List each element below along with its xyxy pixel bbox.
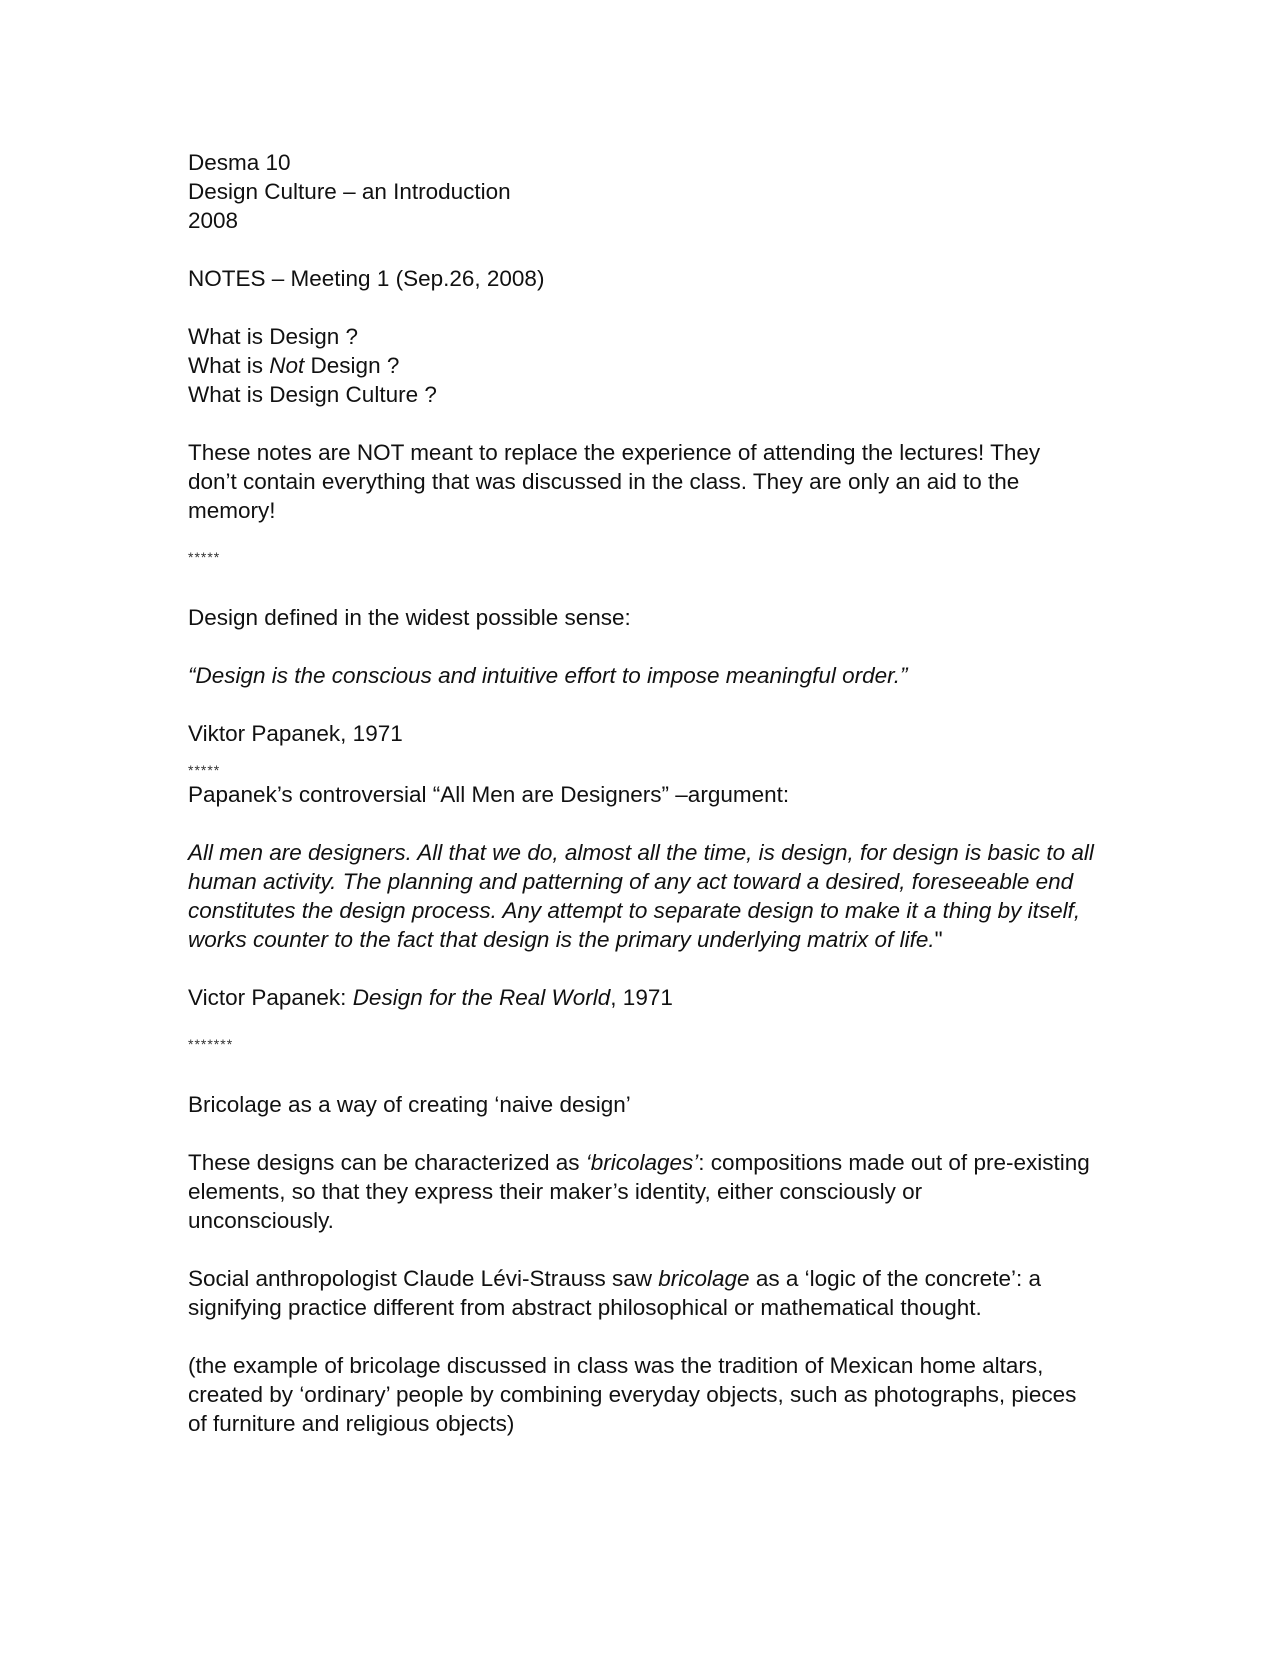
argument-quote-closing-mark: " (934, 927, 943, 952)
argument-quote (188, 838, 1094, 954)
argument-quote-line-3: constitutes the design process. Any attempt to separate design to make it a thing by itself, (188, 898, 1081, 923)
course-title: Design Culture – an Introduction (188, 179, 511, 204)
question-2-emphasis: Not (269, 353, 305, 378)
bricolage-p3-line-2: created by ‘ordinary’ people by combining everyday objects, such as photographs, pieces (188, 1382, 1077, 1407)
bricolage-p2-suffix: as a ‘logic of the concrete’: a (749, 1266, 1041, 1291)
bricolage-p1-line-2: elements, so that they express their maker’s identity, either consciously or (188, 1179, 923, 1204)
definition-attribution: Viktor Papanek, 1971 (188, 721, 403, 746)
separator-2: ***** (188, 762, 221, 778)
bricolage-p2-line-1 (188, 1264, 1088, 1293)
bricolage-p3-line-1: (the example of bricolage discussed in class was the tradition of Mexican home altars, (188, 1353, 1044, 1378)
argument-attribution-book: Design for the Real World (352, 985, 611, 1010)
argument-attribution-author: Victor Papanek: (188, 985, 353, 1010)
argument-attribution-year: , 1971 (610, 985, 673, 1010)
disclaimer-line-3: memory! (188, 498, 276, 523)
question-1: What is Design ? (188, 324, 359, 349)
bricolage-p2-prefix: Social anthropologist Claude Lévi-Strauss saw (188, 1266, 659, 1291)
bricolage-p1-suffix: : compositions made out of pre-existing (698, 1150, 1090, 1175)
bricolage-p3-line-3: of furniture and religious objects) (188, 1411, 515, 1436)
course-year: 2008 (188, 208, 239, 233)
question-3: What is Design Culture ? (188, 382, 437, 407)
document-header (188, 148, 1088, 235)
questions-block (188, 322, 1088, 409)
bricolage-p2-term: bricolage (658, 1266, 750, 1291)
bricolage-p1-line-3: unconsciously. (188, 1208, 334, 1233)
bricolage-p1-term: ‘bricolages’ (585, 1150, 699, 1175)
definition-intro: Design defined in the widest possible sense: (188, 605, 631, 630)
argument-quote-line-1: All men are designers. All that we do, almost all the time, is design, for design is basic to all (188, 840, 1094, 865)
argument-quote-line-2: human activity. The planning and patterning of any act toward a desired, foreseeable end (188, 869, 1074, 894)
question-2-prefix: What is (188, 353, 270, 378)
bricolage-p1-line-1 (188, 1148, 1088, 1177)
argument-intro: Papanek’s controversial “All Men are Designers” –argument: (188, 782, 790, 807)
argument-quote-line-4 (188, 925, 1088, 954)
disclaimer-line-2: don’t contain everything that was discussed in the class. They are only an aid to the (188, 469, 1020, 494)
bricolage-paragraph-2 (188, 1264, 1088, 1322)
notes-heading: NOTES – Meeting 1 (Sep.26, 2008) (188, 266, 545, 291)
bricolage-p2-line-2: signifying practice different from abstract philosophical or mathematical thought. (188, 1295, 982, 1320)
bricolage-heading: Bricolage as a way of creating ‘naive design’ (188, 1092, 631, 1117)
disclaimer-paragraph (188, 438, 1088, 525)
question-2-suffix: Design ? (304, 353, 400, 378)
definition-quote: “Design is the conscious and intuitive effort to impose meaningful order.” (188, 663, 908, 688)
question-2 (188, 351, 1088, 380)
course-code: Desma 10 (188, 150, 291, 175)
bricolage-p1-prefix: These designs can be characterized as (188, 1150, 586, 1175)
bricolage-paragraph-3 (188, 1351, 1088, 1438)
disclaimer-line-1: These notes are NOT meant to replace the experience of attending the lectures! They (188, 440, 1041, 465)
argument-attribution (188, 983, 1088, 1012)
document-page (188, 148, 1094, 1438)
separator-1: ***** (188, 549, 221, 565)
argument-quote-line-4-text: works counter to the fact that design is the primary underlying matrix of life. (188, 927, 935, 952)
separator-3: ******* (188, 1036, 234, 1052)
bricolage-paragraph-1 (188, 1148, 1088, 1235)
